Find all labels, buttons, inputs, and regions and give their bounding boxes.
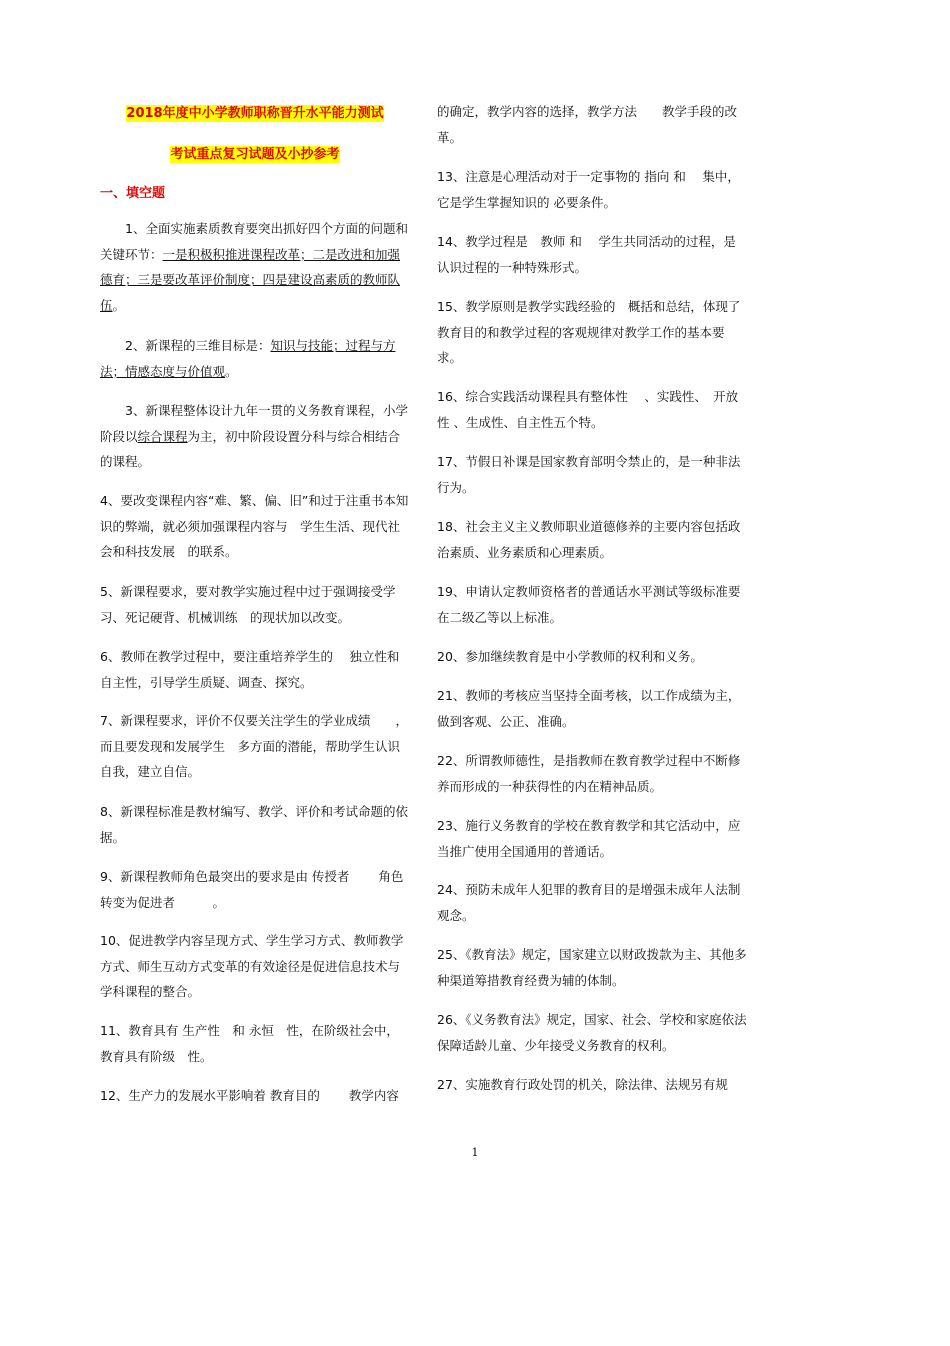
question-text: 21、教师的考核应当坚持全面考核，以工作成绩为主，做到客观、公正、准确。 [437, 688, 741, 729]
question-text: 25、《教育法》规定，国家建立以财政拨款为主、其他多种渠道筹措教育经费为辅的体制。 [437, 947, 747, 988]
question-6 [100, 644, 410, 695]
section-heading: 一、填空题 [100, 186, 166, 201]
question-text: 11、教育具有 生产性 和 永恒 性，在阶级社会中，教育具有阶级 性。 [100, 1023, 399, 1064]
question-11 [100, 1018, 410, 1069]
question-text: 27、实施教育行政处罚的机关，除法律、法规另有规 [437, 1077, 728, 1092]
question-text: 。 [112, 297, 126, 313]
question-text: 20、参加继续教育是中小学教师的权利和义务。 [437, 649, 703, 664]
question-text: 4、要改变课程内容“难、繁、偏、旧”和过于注重书本知识的弊端，就必须加强课程内容与 学生生活、现代社会和科技发展 的联系。 [100, 493, 409, 559]
question-15 [437, 294, 747, 371]
question-20 [437, 644, 747, 670]
question-16 [437, 384, 747, 435]
question-text: 26、《义务教育法》规定，国家、社会、学校和家庭依法保障适龄儿童、少年接受义务教育的权利。 [437, 1012, 747, 1053]
question-text: 14、教学过程是 教师 和 学生共同活动的过程，是认识过程的一种特殊形式。 [437, 234, 736, 275]
question-23 [437, 813, 747, 864]
question-text: 22、所谓教师德性，是指教师在教育教学过程中不断修养而形成的一种获得性的内在精神品质。 [437, 753, 741, 794]
question-18 [437, 514, 747, 565]
question-19 [437, 579, 747, 630]
question-text: 。 [225, 363, 238, 379]
question-text: 12、生产力的发展水平影响着 教育目的 教学内容 [100, 1088, 399, 1103]
question-text: 19、申请认定教师资格者的普通话水平测试等级标准要在二级乙等以上标准。 [437, 584, 741, 625]
question-text: 9、新课程教师角色最突出的要求是由 传授者 角色转变为促进者 。 [100, 869, 404, 910]
question-4 [100, 488, 410, 565]
question-12 [100, 1083, 410, 1109]
question-text: 为主，初中阶段设置分科与综合相结合的课程。 [100, 428, 401, 469]
document-title-line-1: 2018年度中小学教师职称晋升水平能力测试 [126, 106, 384, 121]
question-10 [100, 928, 410, 1005]
question-text: 2、新课程的三维目标是： [125, 338, 271, 353]
question-21 [437, 683, 747, 734]
question-22 [437, 748, 747, 799]
question-text: 3、新课程整体设计九年一贯的义务教育课程，小学阶段以 [100, 403, 408, 444]
question-7 [100, 708, 410, 785]
question-8 [100, 799, 410, 850]
question-text: 18、社会主义主义教师职业道德修养的主要内容包括政治素质、业务素质和心理素质。 [437, 519, 741, 560]
question-text: 24、预防未成年人犯罪的教育目的是增强未成年人法制观念。 [437, 882, 741, 923]
question-9 [100, 864, 410, 915]
question-text: 6、教师在教学过程中，要注重培养学生的 独立性和自主性，引导学生质疑、调查、探究。 [100, 649, 400, 690]
question-12-continued [437, 99, 747, 150]
question-text: 5、新课程要求，要对教学实施过程中过于强调接受学习、死记硬背、机械训练 的现状加以改变。 [100, 584, 396, 625]
question-text: 10、促进教学内容呈现方式、学生学习方式、教师教学方式、师生互动方式变革的有效途径是促进信息技术与学科课程的整合。 [100, 933, 404, 999]
question-1 [100, 216, 410, 318]
question-5 [100, 579, 410, 630]
question-text: 7、新课程要求，评价不仅要关注学生的学业成绩 ，而且要发现和发展学生 多方面的潜能，帮助学生认识自我，建立自信。 [100, 713, 408, 779]
page-number: 1 [471, 1146, 479, 1159]
underlined-answer: 综合课程 [137, 428, 188, 444]
question-text: 1、全面实施素质教育要突出抓好四个方面的问题和关键环节： [100, 221, 408, 262]
question-3 [100, 398, 410, 475]
question-text: 17、节假日补课是国家教育部明令禁止的，是一种非法行为。 [437, 454, 741, 495]
question-text: 的确定，教学内容的选择，教学方法 教学手段的改革。 [437, 104, 738, 145]
underlined-answer: 一是积极积推进课程改革；二是改进和加强德育；三是要改革评价制度；四是建设高素质的教师队伍 [100, 246, 401, 313]
question-14 [437, 229, 747, 280]
question-27 [437, 1072, 747, 1098]
document-title-line-2: 考试重点复习试题及小抄参考 [170, 147, 340, 162]
question-2 [100, 333, 410, 384]
question-text: 13、注意是心理活动对于一定事物的 指向 和 集中，它是学生掌握知识的 必要条件。 [437, 169, 740, 210]
question-text: 8、新课程标准是教材编写、教学、评价和考试命题的依据。 [100, 804, 408, 845]
question-25 [437, 942, 747, 993]
question-24 [437, 877, 747, 928]
question-text: 16、综合实践活动课程具有整体性 、实践性、 开放性 、生成性、自主性五个特。 [437, 389, 739, 430]
question-text: 15、教学原则是教学实践经验的 概括和总结，体现了教育目的和教学过程的客观规律对教学工作的基本要求。 [437, 299, 741, 365]
question-17 [437, 449, 747, 500]
question-13 [437, 164, 747, 215]
question-text: 23、施行义务教育的学校在教育教学和其它活动中，应当推广使用全国通用的普通话。 [437, 818, 741, 859]
underlined-answer: 知识与技能；过程与方法；情感态度与价值观 [100, 338, 396, 379]
question-26 [437, 1007, 747, 1058]
